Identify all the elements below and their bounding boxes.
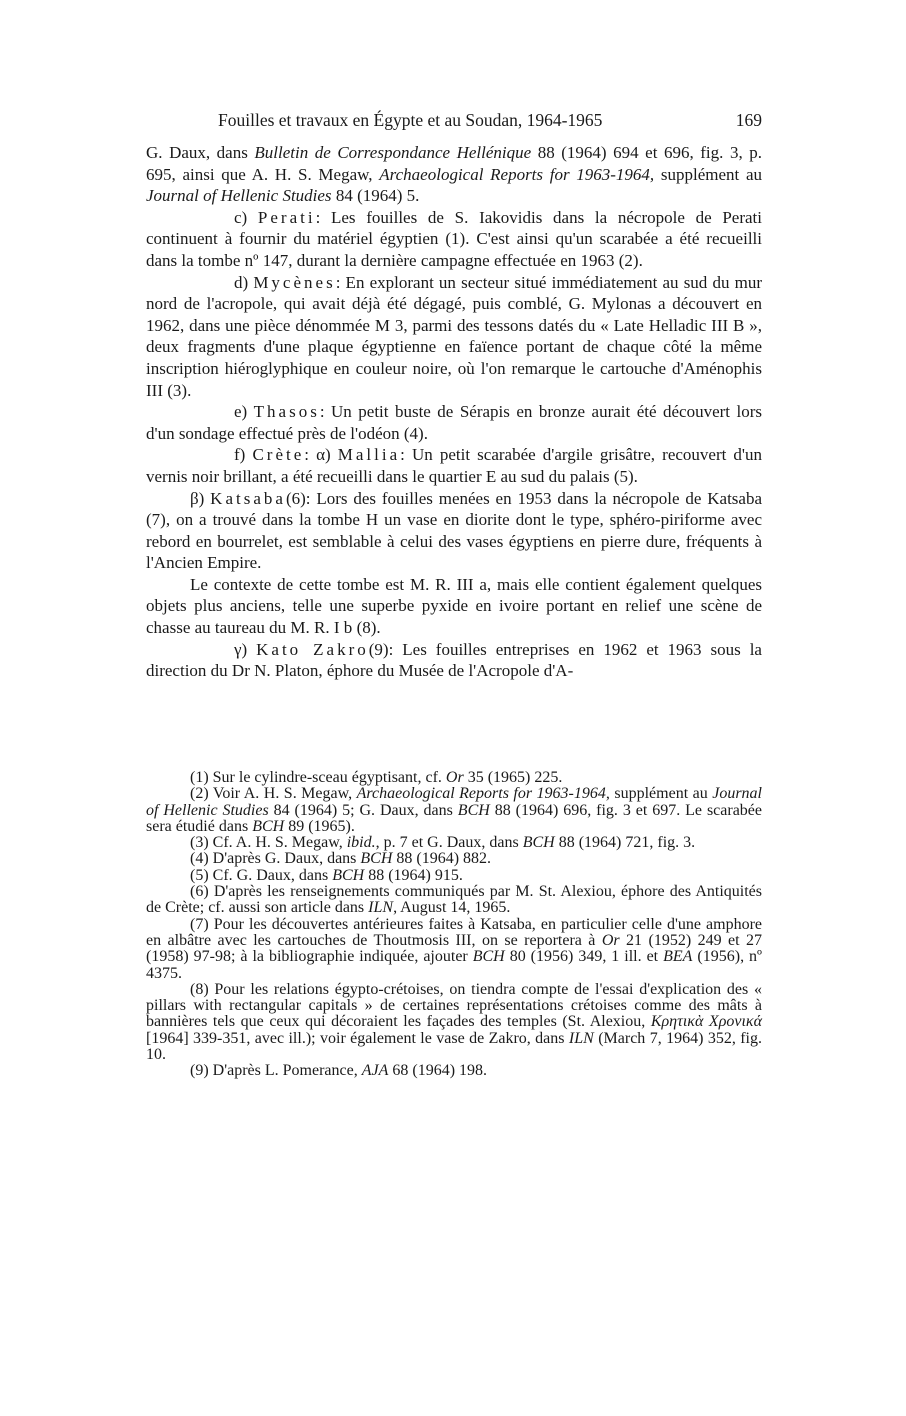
journal-title: Journal of Hellenic Studies xyxy=(146,785,762,819)
text: Sur le cylindre-sceau égyptisant, cf. xyxy=(208,769,446,786)
text: : Lors des fouilles menées en 1953 dans la nécropole de Katsaba xyxy=(305,488,762,508)
text: . xyxy=(423,423,428,443)
text: 88 (1964) 696, fig. 3 et 697. Le scarabée sera étudié dans xyxy=(146,801,762,835)
text: : Les fouilles de S. Iakovidis dans la nécropole de Perati continuent à fournir du matériel égyptien xyxy=(146,207,762,249)
text: Cf. G. Daux, dans xyxy=(208,866,333,884)
site-name: Mallia xyxy=(337,445,401,465)
journal-title: BEA xyxy=(663,948,693,966)
text: : Un petit buste de Sérapis en bronze aurait été découvert lors d'un sondage effectué près de l'odéon xyxy=(146,402,762,443)
text: 88 (1964) 694 et 696, fig. 3, p. 695, ainsi que A. H. S. Megaw, xyxy=(146,143,762,184)
text: 88 (1964) 721, fig. 3. xyxy=(554,834,696,852)
footnote-7 xyxy=(146,917,762,982)
text: . C'est ainsi qu'un scarabée a été recueilli dans la tombe nº 147, durant la dernière campagne effectuée en 1963 xyxy=(146,229,762,270)
text: : En explorant un secteur situé immédiatement au sud du mur nord de l'acropole, qui avait déjà été dégagé, puis comblé, G. Mylonas a découvert en 1962, dans une pièce dénommée M 3, parmi des tessons datés du « Late Helladic III B », deux fragments d'une plaque égyptienne en faïence portant de chaque côté la même inscription hiéroglyphique en couleur noire, où l'on remarque le cartouche d'Aménophis III xyxy=(146,272,762,400)
journal-title: ILN xyxy=(568,1029,594,1047)
footnote-ref: (6) xyxy=(285,488,306,508)
text: , August 14, 1965. xyxy=(393,899,511,917)
section-letter: d) xyxy=(234,272,254,292)
footnote-8 xyxy=(146,982,762,1063)
text: 80 (1956) 349, 1 ill. et xyxy=(504,948,664,966)
paragraph-crete xyxy=(146,444,762,487)
footnote-number: (5) xyxy=(190,866,209,884)
text: , on a trouvé dans la tombe H un vase en diorite dont le type, sphéro-piriforme avec rebord en bourrelet, est semblable à celui des vases égyptiens en pierre dure, fréquents à l'Ancien Empire. xyxy=(146,510,762,573)
footnote-5 xyxy=(146,868,762,884)
paragraph-continuation xyxy=(146,142,762,207)
section-letter: c) xyxy=(234,207,258,227)
site-name: Mycènes xyxy=(253,272,336,292)
footnote-3 xyxy=(146,835,762,851)
footnote-number: (4) xyxy=(190,850,209,868)
footnote-ref: (1) xyxy=(445,229,466,249)
footnote-number: (3) xyxy=(190,834,209,852)
site-name: Crète xyxy=(252,445,305,465)
text: Cf. A. H. S. Megaw, xyxy=(208,834,347,852)
journal-title: Bulletin de Correspondance Hellénique xyxy=(254,143,532,162)
text: . xyxy=(638,250,643,270)
footnote-4 xyxy=(146,851,762,867)
text: 68 (1964) 198. xyxy=(388,1062,488,1080)
text: Pour les découvertes antérieures faites à Katsaba, en particulier celle d'une amphore en albâtre avec les cartouches de Thoutmosis III, on se reportera à xyxy=(146,915,762,949)
footnote-ref: (4) xyxy=(403,423,424,443)
text: . xyxy=(376,618,381,638)
footnote-ref: (9) xyxy=(368,639,389,659)
text: G. Daux, dans xyxy=(146,143,255,162)
text: Le contexte de cette tombe est M. R. III a, mais elle contient également quelques objets plus anciens, telle une superbe pyxide en ivoire portant en relief une scène de chasse au taureau du M. R. I b xyxy=(146,574,762,638)
journal-title: BCH xyxy=(360,850,393,868)
footnote-number: (1) xyxy=(190,769,209,786)
text: 88 (1964) 882. xyxy=(392,850,492,868)
footnote-2 xyxy=(146,786,762,835)
text: : α) xyxy=(304,445,338,465)
journal-title: ibid. xyxy=(346,834,376,852)
footnotes xyxy=(146,770,762,1080)
footnote-1 xyxy=(146,770,762,786)
journal-title: Archaeological Reports for 1963-1964, xyxy=(356,785,610,803)
text: 84 (1964) 5; G. Daux, dans xyxy=(268,801,458,819)
text: Pour les relations égypto-crétoises, on tiendra compte de l'essai d'explication des « pillars with rectangular capitals » de certaines représentations crétoises comme des mâts à bannières tels que ceux qui décoraient les façades des temples (St. Alexiou, xyxy=(146,980,762,1031)
section-letter: f) xyxy=(234,445,253,465)
text: , p. 7 et G. Daux, dans xyxy=(375,834,523,852)
text: D'après L. Pomerance, xyxy=(208,1062,362,1080)
journal-title: Or xyxy=(601,931,620,949)
journal-title: BCH xyxy=(457,801,490,819)
text: Voir A. H. S. Megaw, xyxy=(208,785,357,803)
section-letter: β) xyxy=(190,488,211,508)
journal-title: BCH xyxy=(472,948,505,966)
running-title: Fouilles et travaux en Égypte et au Soudan, 1964-1965 xyxy=(218,110,603,130)
text: 84 (1964) 5. xyxy=(331,186,420,206)
journal-title: BCH xyxy=(252,817,285,835)
section-letter: e) xyxy=(234,402,254,422)
footnote-number: (7) xyxy=(190,915,209,933)
site-name: Perati xyxy=(257,207,316,227)
footnote-ref: (2) xyxy=(618,250,639,270)
text: 89 (1965). xyxy=(284,817,355,835)
paragraph-perati xyxy=(146,207,762,272)
footnote-ref: (3) xyxy=(167,380,188,400)
footnote-9 xyxy=(146,1063,762,1079)
footnote-number: (6) xyxy=(190,883,209,901)
footnote-6 xyxy=(146,884,762,917)
footnote-number: (8) xyxy=(190,980,209,998)
paragraph-context xyxy=(146,574,762,639)
footnote-ref: (5) xyxy=(613,466,634,486)
text: 21 (1952) 249 et 27 (1958) 97-98; à la bibliographie indiquée, ajouter xyxy=(146,931,762,966)
text: : Un petit scarabée d'argile grisâtre, recouvert d'un vernis noir brillant, a été recueilli dans le quartier E au sud du palais xyxy=(146,445,762,486)
journal-title: BCH xyxy=(522,834,555,852)
text: . xyxy=(633,466,638,486)
site-name: Thasos xyxy=(253,402,320,422)
text: . xyxy=(187,380,192,400)
text: supplément au xyxy=(609,785,713,803)
main-text xyxy=(146,142,762,682)
journal-title: Journal of Hellenic Studies xyxy=(146,186,332,206)
paragraph-kato-zakro xyxy=(146,639,762,682)
footnote-ref: (8) xyxy=(356,618,377,638)
text: (March 7, 1964) 352, fig. 10. xyxy=(146,1029,762,1064)
text: supplément au xyxy=(654,164,763,184)
site-name: Katsaba xyxy=(210,488,286,508)
text: 88 (1964) 915. xyxy=(364,866,463,884)
journal-title: Κρητικὰ Χρονικά xyxy=(650,1013,762,1031)
paragraph-katsaba xyxy=(146,488,762,574)
text: : Les fouilles entreprises en 1962 et 1963 sous la direction du Dr N. Platon, éphore du Musée de l'Acropole d'A- xyxy=(146,639,762,681)
journal-title: AJA xyxy=(361,1062,389,1080)
text: 35 (1965) 225. xyxy=(463,769,563,786)
text: [1964] 339-351, avec ill.); voir également le vase de Zakro, dans xyxy=(146,1029,569,1047)
paragraph-mycenes xyxy=(146,272,762,402)
text: D'après G. Daux, dans xyxy=(208,850,361,868)
page-number: 169 xyxy=(735,110,762,130)
text: (1956), nº 4375. xyxy=(146,948,763,982)
site-name: Kato Zakro xyxy=(256,639,369,659)
paragraph-thasos xyxy=(146,401,762,444)
footnote-number: (9) xyxy=(190,1062,209,1080)
footnote-number: (2) xyxy=(190,785,209,803)
section-letter: γ) xyxy=(234,639,257,659)
journal-title: ILN xyxy=(368,899,394,917)
footnote-ref: (7) xyxy=(146,510,166,530)
journal-title: Or xyxy=(445,769,464,786)
journal-title: BCH xyxy=(332,866,365,884)
running-header xyxy=(146,110,762,134)
text: D'après les renseignements communiqués par M. St. Alexiou, éphore des Antiquités de Crète; cf. aussi son article dans xyxy=(146,883,762,917)
journal-title: Archaeological Reports for 1963-1964, xyxy=(379,164,655,184)
